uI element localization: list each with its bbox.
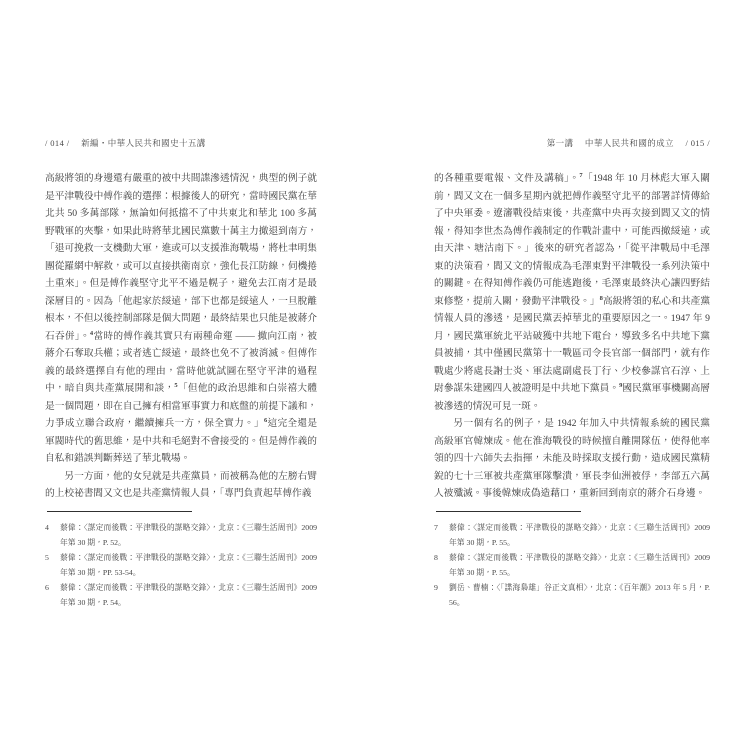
footnote-number: 8 [434, 553, 438, 562]
footnote-divider [47, 511, 192, 512]
footnote-ref-8: 8 [599, 294, 603, 302]
body-text-segment: 的各種重要電報、文件及講稿」。 [434, 173, 580, 184]
body-text-segment: 另一方面，他的女兒就是共產黨員，而被稱為他的左膀右臂的上校祕書閻又文也是共產黨情報人員，「專門負責起草傅作義 [45, 470, 317, 499]
footnote-ref-5: 5 [174, 381, 178, 389]
left-running-title: 新編・中華人民共和國史十五講 [81, 138, 206, 148]
footnote-number: 6 [45, 583, 49, 592]
footnote-item [45, 550, 317, 580]
chapter-label: 第一講 [546, 138, 574, 148]
left-page-folio: / 014 / [45, 138, 70, 148]
footnote-text: 蔡偉：〈謀定而後戰：平津戰役的謀略交鋒〉，北京：《三聯生活周刊》2009 年第 30 期，P. 55。 [449, 523, 710, 547]
right-page-folio: / 015 / [685, 138, 710, 148]
body-text-segment: 當時的傅作義其實只有兩種命運 —— 撤向江南，被蔣介石奪取兵權；或者逃亡綏遠，最終也免不了被消滅。但傅作義的最終選擇自有他的理由，當時他就試圖在堅守平津的過程中，暗自與共產黨展開和談， [45, 330, 317, 394]
paragraph-continuation [45, 170, 317, 468]
body-text-segment: 高級將領的身邊還有嚴重的被中共間諜滲透情況，典型的例子就是平津戰役中傅作義的選擇：根據後人的研究，當時國民黨在華北共 50 多萬部隊，無論如何抵擋不了中共東北和華北 100 多萬野戰軍的夾擊，如果此時將華北國民黨數十萬主力撤退到南方，「退可挽救一支機動大軍，進或可以支援淮海戰場，將杜聿明集團從羅網中解救，或可以直接拱衛南京，強化長江防線，伺機捲土重來」。但是傅作義堅守北平不過是幌子，避免去江南才是最深層目的。因為「他起家於綏遠，部下也都是綏遠人，一旦脫離根本，不但以後控制部隊是個大問題，最終結果也只能是被蔣介石吞併」。 [45, 173, 317, 342]
footnote-divider [436, 511, 581, 512]
footnote-text: 蔡偉：〈謀定而後戰：平津戰役的謀略交鋒〉，北京：《三聯生活周刊》2009 年第 30 期，PP. 53-54。 [60, 553, 317, 577]
footnote-number: 9 [434, 583, 438, 592]
left-body-text [45, 170, 317, 503]
footnote-text: 劉岳、曹楠：〈「諜海梟雄」谷正文真相〉，北京：《百年潮》2013 年 5 月，P. 56。 [449, 583, 710, 607]
left-footnotes [45, 511, 317, 610]
body-text-segment: 另一個有名的例子，是 1942 年加入中共情報系統的國民黨高級軍官韓煉成。他在淮海戰役的時候擅自離開隊伍，使得他率領的四十六師失去指揮，未能及時採取支援行動，造成國民黨精銳的七十三軍被共產黨軍隊擊潰，軍長李仙洲被俘，李部五六萬人被殲滅。事後韓煉成偽造藉口，重新回到南京的蔣介石身邊。 [434, 418, 710, 499]
footnote-item [434, 550, 710, 580]
footnote-item [434, 580, 710, 610]
footnote-text: 蔡偉：〈謀定而後戰：平津戰役的謀略交鋒〉，北京：《三聯生活周刊》2009 年第 30 期，P. 55。 [449, 553, 710, 577]
paragraph [45, 468, 317, 503]
right-running-title: 中華人民共和國的成立 [584, 138, 674, 148]
body-text-segment: 「1948 年 10 月林彪大軍入關前，閻又文在一個多星期內就把傅作義堅守北平的部署詳情傳給了中央軍委。遼瀋戰役結束後，共產黨中央再次接到閻又文的情報，得知李世杰為傅作義制定的作戰計畫中，可能西撤綏遠，或由天津、塘沽南下。」後來的研究者認為，「從平津戰局中毛澤東的決策看，閻又文的情報成為毛澤東對平津戰役一系列決策中的關鍵。在得知傅作義仍可能逃跑後，毛澤東最終決心讓四野結束修整，提前入關，發動平津戰役。」 [434, 173, 711, 307]
footnote-item [434, 520, 710, 550]
paragraph-continuation [434, 170, 710, 415]
footnote-ref-9: 9 [619, 381, 623, 389]
body-text-segment: 這完全還是軍閥時代的舊思維，是中共和毛絕對不會接受的。但是傅作義的自私和錯誤判斷葬送了華北戰場。 [45, 418, 318, 464]
footnote-ref-4: 4 [89, 329, 94, 337]
body-text-segment: 國民黨軍事機關高層被滲透的情況可見一斑。 [434, 383, 711, 412]
right-running-head [434, 137, 710, 149]
right-body-text [434, 170, 710, 503]
left-page [45, 137, 318, 607]
body-text-segment: 「但他的政治思維和白崇禧大體是一個問題，即在自己擁有相當軍事實力和底盤的前提下議和，力爭成立聯合政府，繼續擁兵一方，保全實力。」 [45, 383, 318, 429]
footnote-number: 5 [45, 553, 49, 562]
footnote-ref-7: 7 [579, 171, 583, 179]
body-text-segment: 高級將領的私心和共產黨情報人員的滲透，是國民黨丟掉華北的重要原因之一。1947 年 9 月，國民黨軍統北平站破獲中共地下電台，導致多名中共地下黨員被捕，其中僅國民黨第十一戰區司令長官部一個部門，就有作戰處少將處長謝士炎、軍法處副處長丁行、少校參謀官石淳、上尉參謀朱建國四人被證明是中共地下黨員。 [434, 295, 711, 394]
footnote-text: 蔡偉：〈謀定而後戰：平津戰役的謀略交鋒〉，北京：《三聯生活周刊》2009 年第 30 期，P. 54。 [60, 583, 317, 607]
footnote-number: 7 [434, 523, 438, 532]
footnote-ref-6: 6 [263, 416, 268, 424]
right-footnotes [434, 511, 710, 610]
footnote-number: 4 [45, 523, 49, 532]
footnote-item [45, 520, 317, 550]
right-page [434, 137, 711, 607]
footnote-text: 蔡偉：〈謀定而後戰：平津戰役的謀略交鋒〉，北京：《三聯生活周刊》2009 年第 30 期，P. 52。 [60, 523, 317, 547]
footnote-item [45, 580, 317, 610]
paragraph [434, 415, 710, 503]
left-running-head [45, 137, 317, 149]
